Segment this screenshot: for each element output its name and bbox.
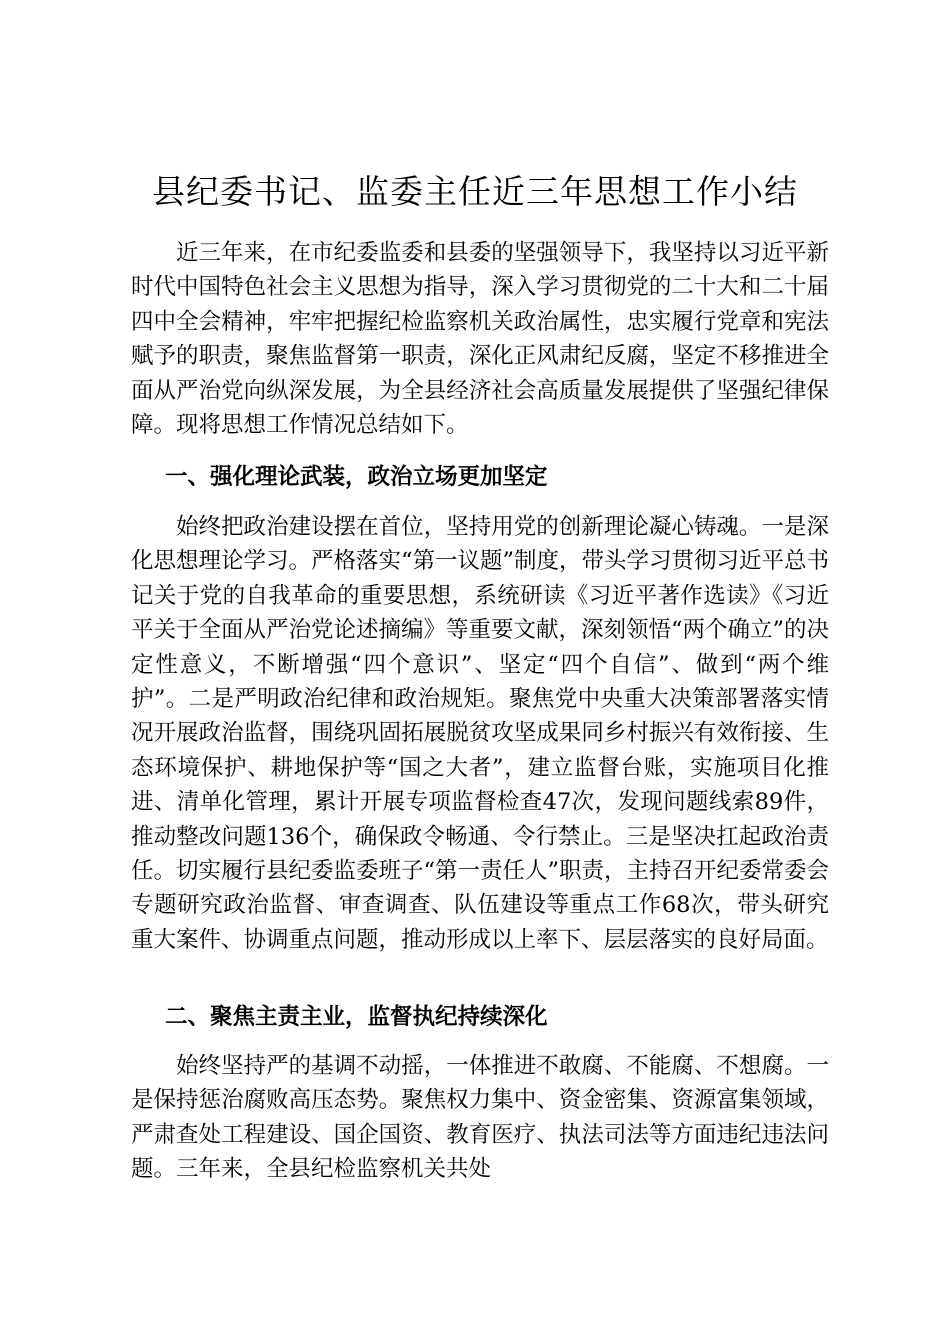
section-heading-2: 二、聚焦主责主业，监督执纪持续深化 [165,1004,548,1030]
document-title: 县纪委书记、监委主任近三年思想工作小结 [152,172,798,211]
section-heading-1: 一、强化理论武装，政治立场更加坚定 [165,464,548,490]
section-body-2: 始终坚持严的基调不动摇，一体推进不敢腐、不能腐、不想腐。一是保持惩治腐败高压态势。聚焦权力集中、资金密集、资源富集领域，严肃查处工程建设、国企国资、教育医疗、执法司法等方面违纪违法问题。三年来，全县纪检监察机关共处 [131,1053,829,1183]
section-body-1: 始终把政治建设摆在首位，坚持用党的创新理论凝心铸魂。一是深化思想理论学习。严格落实“第一议题”制度，带头学习贯彻习近平总书记关于党的自我革命的重要思想，系统研读《习近平著作选读》《习近平关于全面从严治党论述摘编》等重要文献，深刻领悟“两个确立”的决定性意义，不断增强“四个意识”、坚定“四个自信”、做到“两个维护”。二是严明政治纪律和政治规矩。聚焦党中央重大决策部署落实情况开展政治监督，围绕巩固拓展脱贫攻坚成果同乡村振兴有效衔接、生态环境保护、耕地保护等“国之大者”，建立监督台账，实施项目化推进、清单化管理，累计开展专项监督检查47次，发现问题线索89件，推动整改问题136个，确保政令畅通、令行禁止。三是坚决扛起政治责任。切实履行县纪委监委班子“第一责任人”职责，主持召开纪委常委会专题研究政治监督、审查调查、队伍建设等重点工作68次，带头研究重大案件、协调重点问题，推动形成以上率下、层层落实的良好局面。 [131,514,830,953]
intro-paragraph: 近三年来，在市纪委监委和县委的坚强领导下，我坚持以习近平新时代中国特色社会主义思想为指导，深入学习贯彻党的二十大和二十届四中全会精神，牢牢把握纪检监察机关政治属性，忠实履行党章和宪法赋予的职责，聚焦监督第一职责，深化正风肃纪反腐，坚定不移推进全面从严治党向纵深发展，为全县经济社会高质量发展提供了坚强纪律保障。现将思想工作情况总结如下。 [131,240,829,439]
